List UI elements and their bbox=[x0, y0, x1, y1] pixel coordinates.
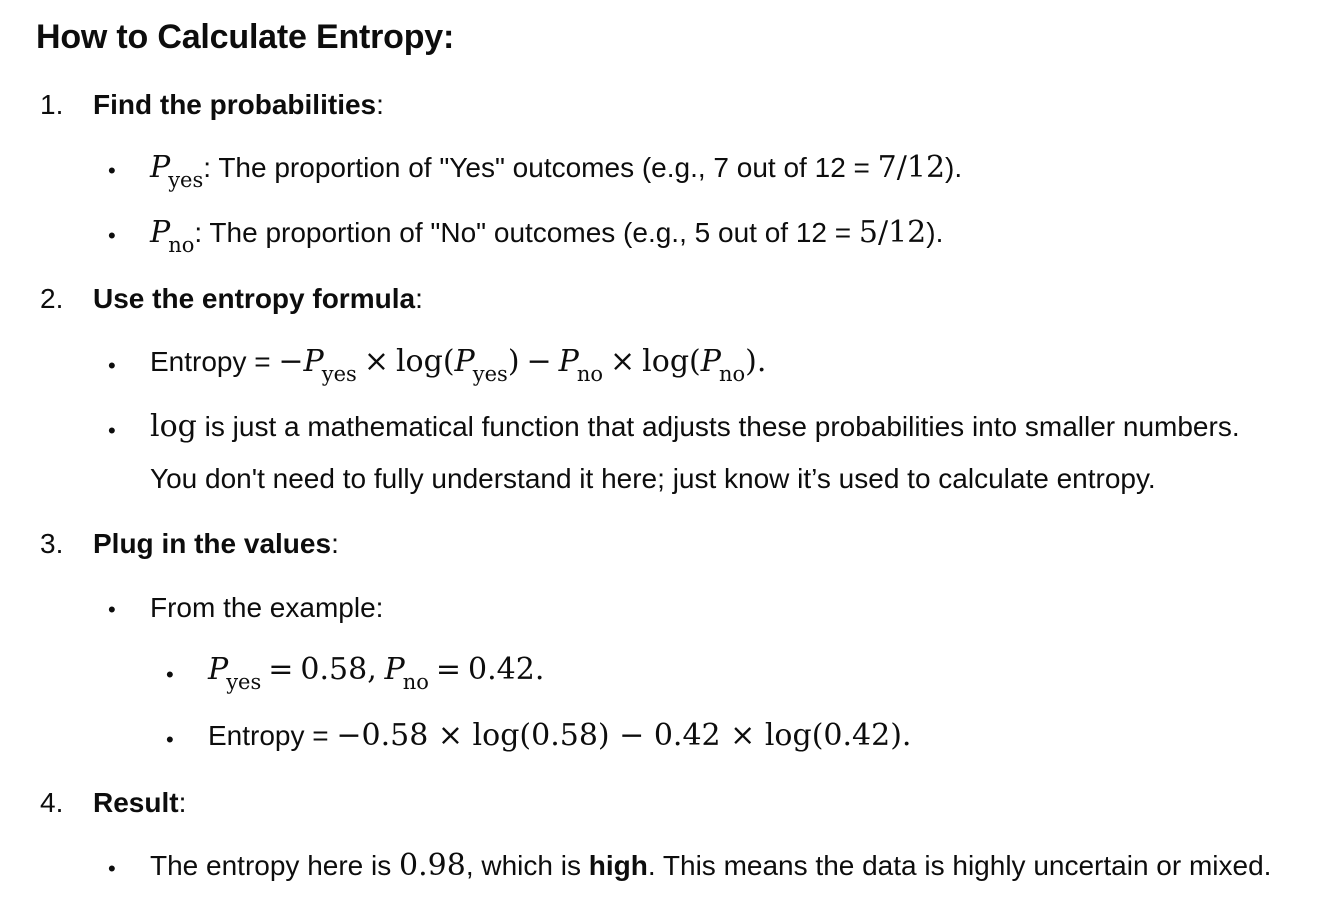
bullet-dot: • bbox=[108, 856, 116, 881]
sub-bullet-dot: • bbox=[166, 727, 174, 752]
bullet-dot: • bbox=[108, 418, 116, 443]
list-item: log is just a mathematical function that adjusts these probabilities into smaller numbers. bbox=[150, 409, 1240, 444]
bullet-dot: • bbox=[108, 158, 116, 183]
step-number: 2. bbox=[40, 283, 64, 314]
math-fraction: 7/12 bbox=[877, 150, 946, 185]
list-item: $P_{no}$: The proportion of "No" outcomes (e.g., 5 out of 12 = 5/12). bbox=[150, 215, 944, 257]
step-title: Result: bbox=[93, 787, 187, 818]
entropy-formula: Entropy = $-P_{yes} \times \log(P_{yes}) - P_{no} \times \log(P_{no})$. bbox=[150, 344, 767, 386]
step-number: 1. bbox=[40, 89, 64, 120]
math-fraction: 5/12 bbox=[858, 215, 927, 250]
sub-list-item: $P_{yes} = 0.58$, $P_{no} = 0.42$. bbox=[208, 652, 545, 694]
sub-list-item: Entropy = −0.58 × log(0.58) − 0.42 × log(0.42). bbox=[208, 718, 912, 753]
sub-bullet-dot: • bbox=[166, 662, 174, 687]
list-item: $P_{yes}$: The proportion of "Yes" outcomes (e.g., 7 out of 12 = 7/12). bbox=[150, 150, 963, 192]
bullet-dot: • bbox=[108, 353, 116, 378]
step-title: Find the probabilities: bbox=[93, 89, 384, 120]
math-variable: P bbox=[150, 150, 171, 185]
step-number: 3. bbox=[40, 528, 64, 559]
math-variable: P bbox=[150, 215, 171, 250]
list-item: The entropy here is 0.98, which is high. This means the data is highly uncertain or mixed. bbox=[150, 848, 1272, 883]
bullet-dot: • bbox=[108, 223, 116, 248]
list-item: From the example: bbox=[150, 592, 384, 623]
step-title: Use the entropy formula: bbox=[93, 283, 423, 314]
list-item-continuation: You don't need to fully understand it here; just know it’s used to calculate entropy. bbox=[150, 463, 1156, 494]
step-number: 4. bbox=[40, 787, 64, 818]
bullet-dot: • bbox=[108, 597, 116, 622]
step-title: Plug in the values: bbox=[93, 528, 339, 559]
page-title: How to Calculate Entropy: bbox=[36, 18, 455, 56]
